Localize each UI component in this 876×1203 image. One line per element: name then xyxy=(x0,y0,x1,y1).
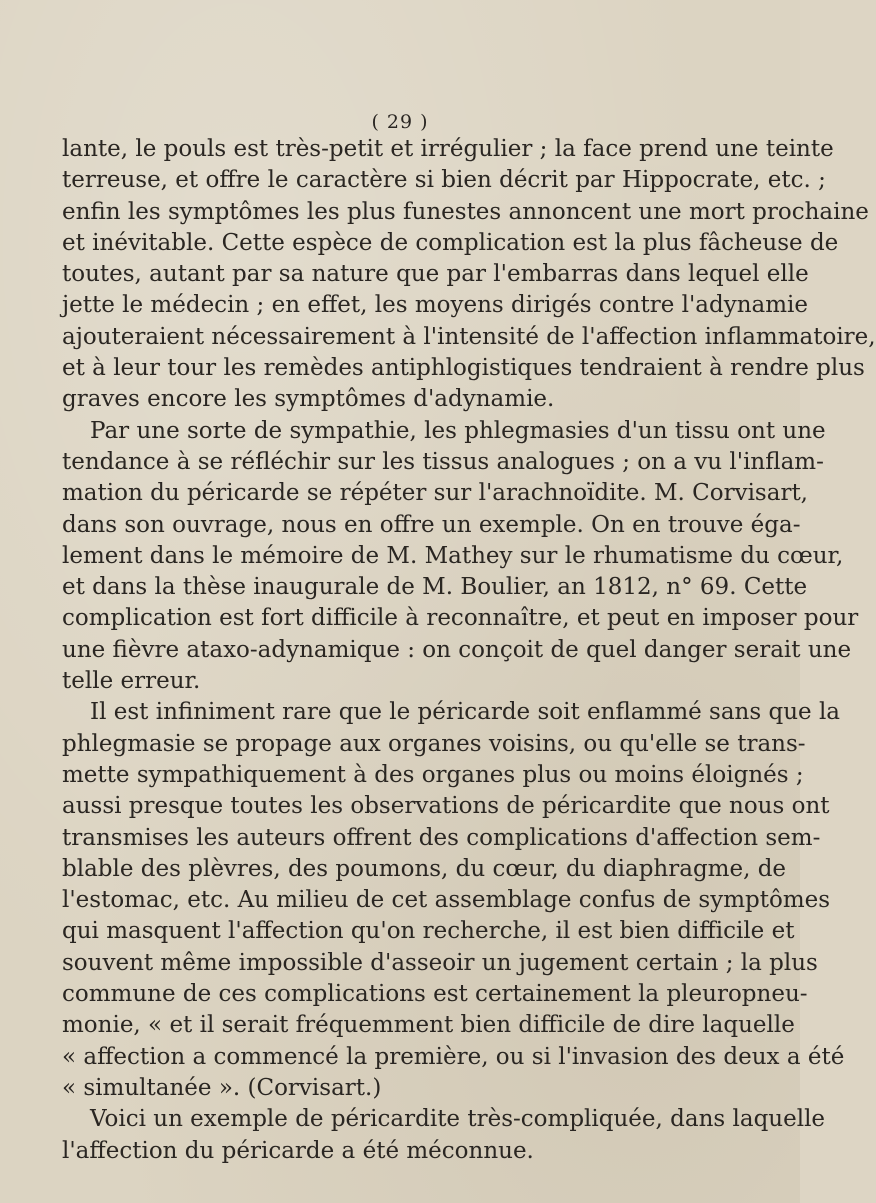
text-line: toutes, autant par sa nature que par l'embarras dans lequel elle xyxy=(62,261,809,288)
text-line: Par une sorte de sympathie, les phlegmasies d'un tissu ont une xyxy=(90,417,826,444)
paragraph-4 xyxy=(62,1104,826,1167)
text-line: et inévitable. Cette espèce de complication est la plus fâcheuse de xyxy=(62,229,839,256)
text-line: enfin les symptômes les plus funestes annoncent une mort prochaine xyxy=(62,198,869,225)
text-line: Voici un exemple de péricardite très-compliquée, dans laquelle xyxy=(90,1106,826,1133)
text-line: et à leur tour les remèdes antiphlogistiques tendraient à rendre plus xyxy=(62,355,865,382)
text-line: l'estomac, etc. Au milieu de cet assemblage confus de symptômes xyxy=(62,887,831,914)
text-line: l'affection du péricarde a été méconnue. xyxy=(62,1137,534,1164)
paragraph-3 xyxy=(62,697,845,1104)
text-line: « affection a commencé la première, ou si l'invasion des deux a été xyxy=(62,1043,845,1070)
text-line: complication est fort difficile à reconnaître, et peut en imposer pour xyxy=(62,605,859,632)
text-line: lante, le pouls est très-petit et irrégulier ; la face prend une teinte xyxy=(62,136,834,162)
text-line: jette le médecin ; en effet, les moyens dirigés contre l'adynamie xyxy=(62,292,809,319)
text-line: monie, « et il serait fréquemment bien difficile de dire laquelle xyxy=(62,1012,795,1039)
text-line: mation du péricarde se répéter sur l'arachnoïdite. M. Corvisart, xyxy=(62,480,808,507)
text-line: telle erreur. xyxy=(62,668,201,695)
text-line: commune de ces complications est certainement la pleuropneu- xyxy=(62,981,808,1008)
text-line: souvent même impossible d'asseoir un jugement certain ; la plus xyxy=(62,949,818,976)
paragraph-1 xyxy=(62,134,876,416)
text-line: « simultanée ». (Corvisart.) xyxy=(62,1074,382,1101)
text-line: transmises les auteurs offrent des complications d'affection sem- xyxy=(62,824,821,851)
text-line: lement dans le mémoire de M. Mathey sur le rhumatisme du cœur, xyxy=(62,542,844,569)
text-line: mette sympathiquement à des organes plus ou moins éloignés ; xyxy=(62,761,804,788)
text-line: et dans la thèse inaugurale de M. Boulier, an 1812, n° 69. Cette xyxy=(62,574,808,601)
text-line: terreuse, et offre le caractère si bien décrit par Hippocrate, etc. ; xyxy=(62,167,826,194)
text-line: dans son ouvrage, nous en offre un exemple. On en trouve éga- xyxy=(62,511,801,538)
page-number: ( 29 ) xyxy=(371,111,429,133)
body-text xyxy=(62,134,876,1167)
text-line: tendance à se réfléchir sur les tissus analogues ; on a vu l'inflam- xyxy=(62,448,824,475)
text-line: aussi presque toutes les observations de péricardite que nous ont xyxy=(62,793,830,820)
text-line: phlegmasie se propage aux organes voisins, ou qu'elle se trans- xyxy=(62,730,806,757)
text-line: une fièvre ataxo-adynamique : on conçoit de quel danger serait une xyxy=(62,636,852,663)
text-line: ajouteraient nécessairement à l'intensité de l'affection inflammatoire, xyxy=(62,323,876,350)
paragraph-2 xyxy=(62,416,859,698)
text-line: blable des plèvres, des poumons, du cœur, du diaphragme, de xyxy=(62,855,787,882)
text-line: Il est infiniment rare que le péricarde soit enflammé sans que la xyxy=(90,699,841,726)
text-line: qui masquent l'affection qu'on recherche, il est bien difficile et xyxy=(62,918,795,945)
text-line: graves encore les symptômes d'adynamie. xyxy=(62,386,555,413)
